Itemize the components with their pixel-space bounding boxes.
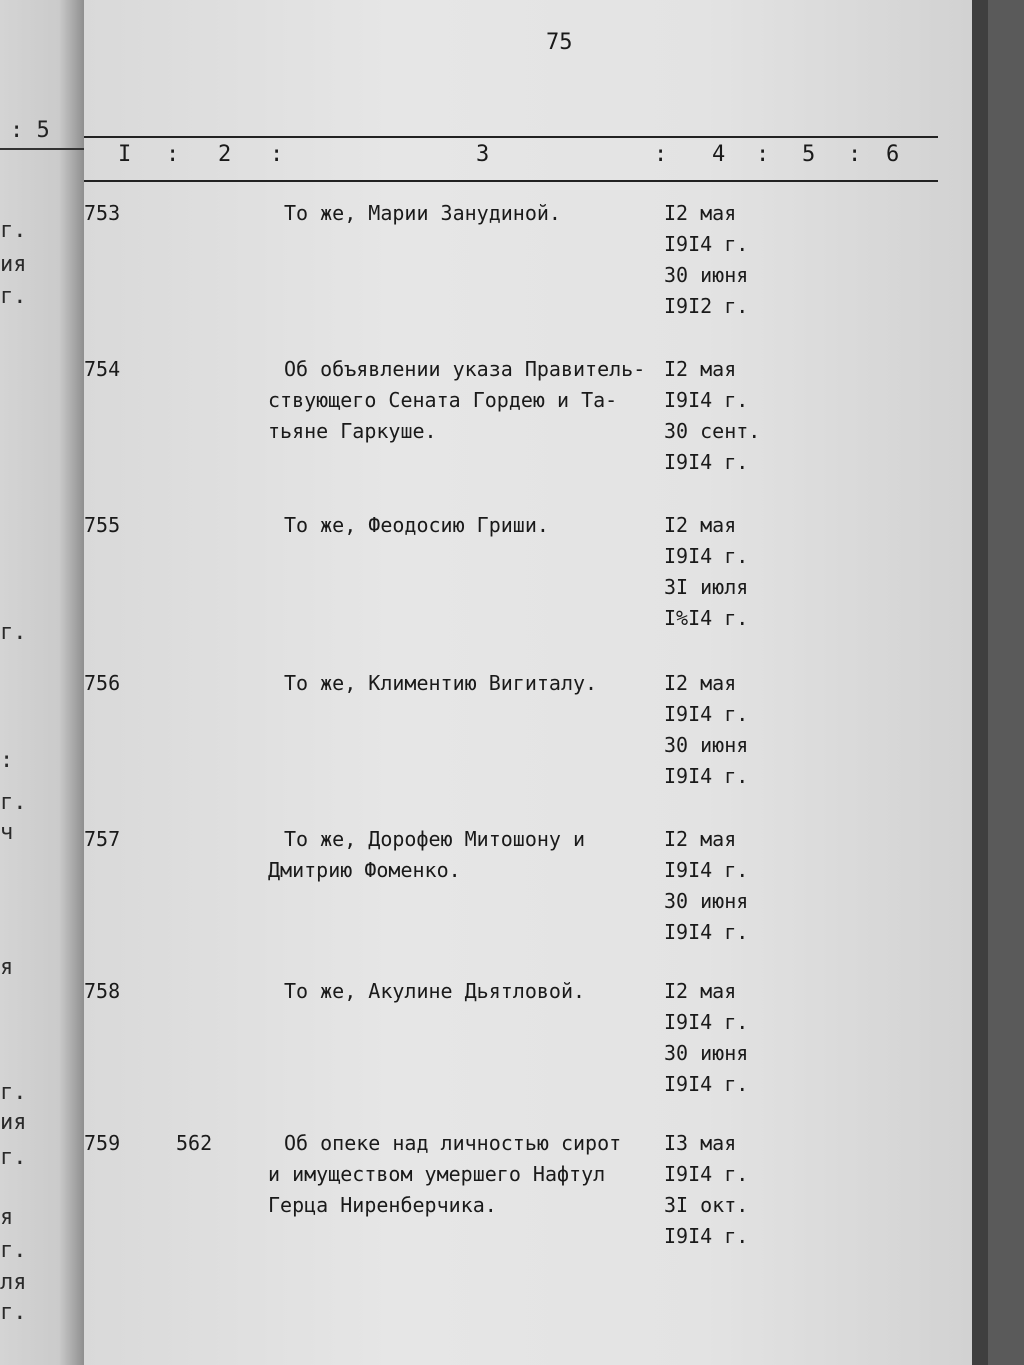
left-fragment: г. [0,1238,27,1263]
entry-dates: I3 мая I9I4 г. 3I окт. I9I4 г. [664,1131,749,1248]
left-fragment: ия [0,252,27,277]
table-header-bottom-rule [84,180,938,182]
column-separator: : [756,142,770,167]
entry-description: Об опеке над личностью сирот и имуществом умершего Нафтул Герца Ниренберчика. [268,1131,622,1217]
left-fragment: г. [0,284,27,309]
table-column-header [84,138,938,178]
left-page-header: : 5 [10,118,50,143]
column-header-6: 6 [886,142,900,167]
left-fragment: ля [0,1270,27,1295]
left-fragment: г. [0,790,27,815]
left-header-rule [0,148,84,150]
left-fragment: г. [0,620,27,645]
column-separator: : [166,142,180,167]
left-fragment: я [0,1205,14,1230]
entry-dates: I2 мая I9I4 г. 30 сент. I9I4 г. [664,357,761,474]
entry-description: Об объявлении указа Правитель- ствующего Сената Гордею и Та- тьяне Гаркуше. [268,357,646,443]
left-fragment: г. [0,1080,27,1105]
left-fragment: г. [0,218,27,243]
entry-number: 759 [84,1131,121,1155]
entry-number: 755 [84,513,121,537]
left-fragment: ия [0,1110,27,1135]
entry-dates: I2 мая I9I4 г. 30 июня I9I4 г. [664,827,749,944]
column-header-5: 5 [802,142,816,167]
entry-dates: I2 мая I9I4 г. 30 июня I9I4 г. [664,671,749,788]
left-fragment: г. [0,1145,27,1170]
entry-description: То же, Марии Занудиной. [284,201,561,225]
background-surface [988,0,1024,1365]
entry-dates: I2 мая I9I4 г. 30 июня I9I2 г. [664,201,749,318]
entry-number: 753 [84,201,121,225]
entry-number: 754 [84,357,121,381]
page-number: 75 [546,30,573,55]
entry-number: 757 [84,827,121,851]
entry-description: То же, Дорофею Митошону и Дмитрию Фоменко. [268,827,586,882]
left-fragment: г. [0,1300,27,1325]
column-header-3: 3 [476,142,490,167]
column-header-4: 4 [712,142,726,167]
column-separator: : [848,142,862,167]
left-fragment: : [0,748,14,773]
left-fragment: я [0,955,14,980]
entry-dates: I2 мая I9I4 г. 3I июля I%I4 г. [664,513,749,630]
column-header-1: I [118,142,132,167]
entry-number: 756 [84,671,121,695]
entry-description: То же, Акулине Дьятловой. [284,979,586,1003]
entry-fund-number: 562 [176,1131,213,1155]
left-fragment: ч [0,820,14,845]
entry-number: 758 [84,979,121,1003]
entry-dates: I2 мая I9I4 г. 30 июня I9I4 г. [664,979,749,1096]
left-adjacent-page [0,0,84,1365]
document-page [84,0,972,1365]
column-header-2: 2 [218,142,232,167]
entry-description: То же, Феодосию Гриши. [284,513,549,537]
entry-description: То же, Климентию Вигиталу. [284,671,598,695]
column-separator: : [270,142,284,167]
column-separator: : [654,142,668,167]
